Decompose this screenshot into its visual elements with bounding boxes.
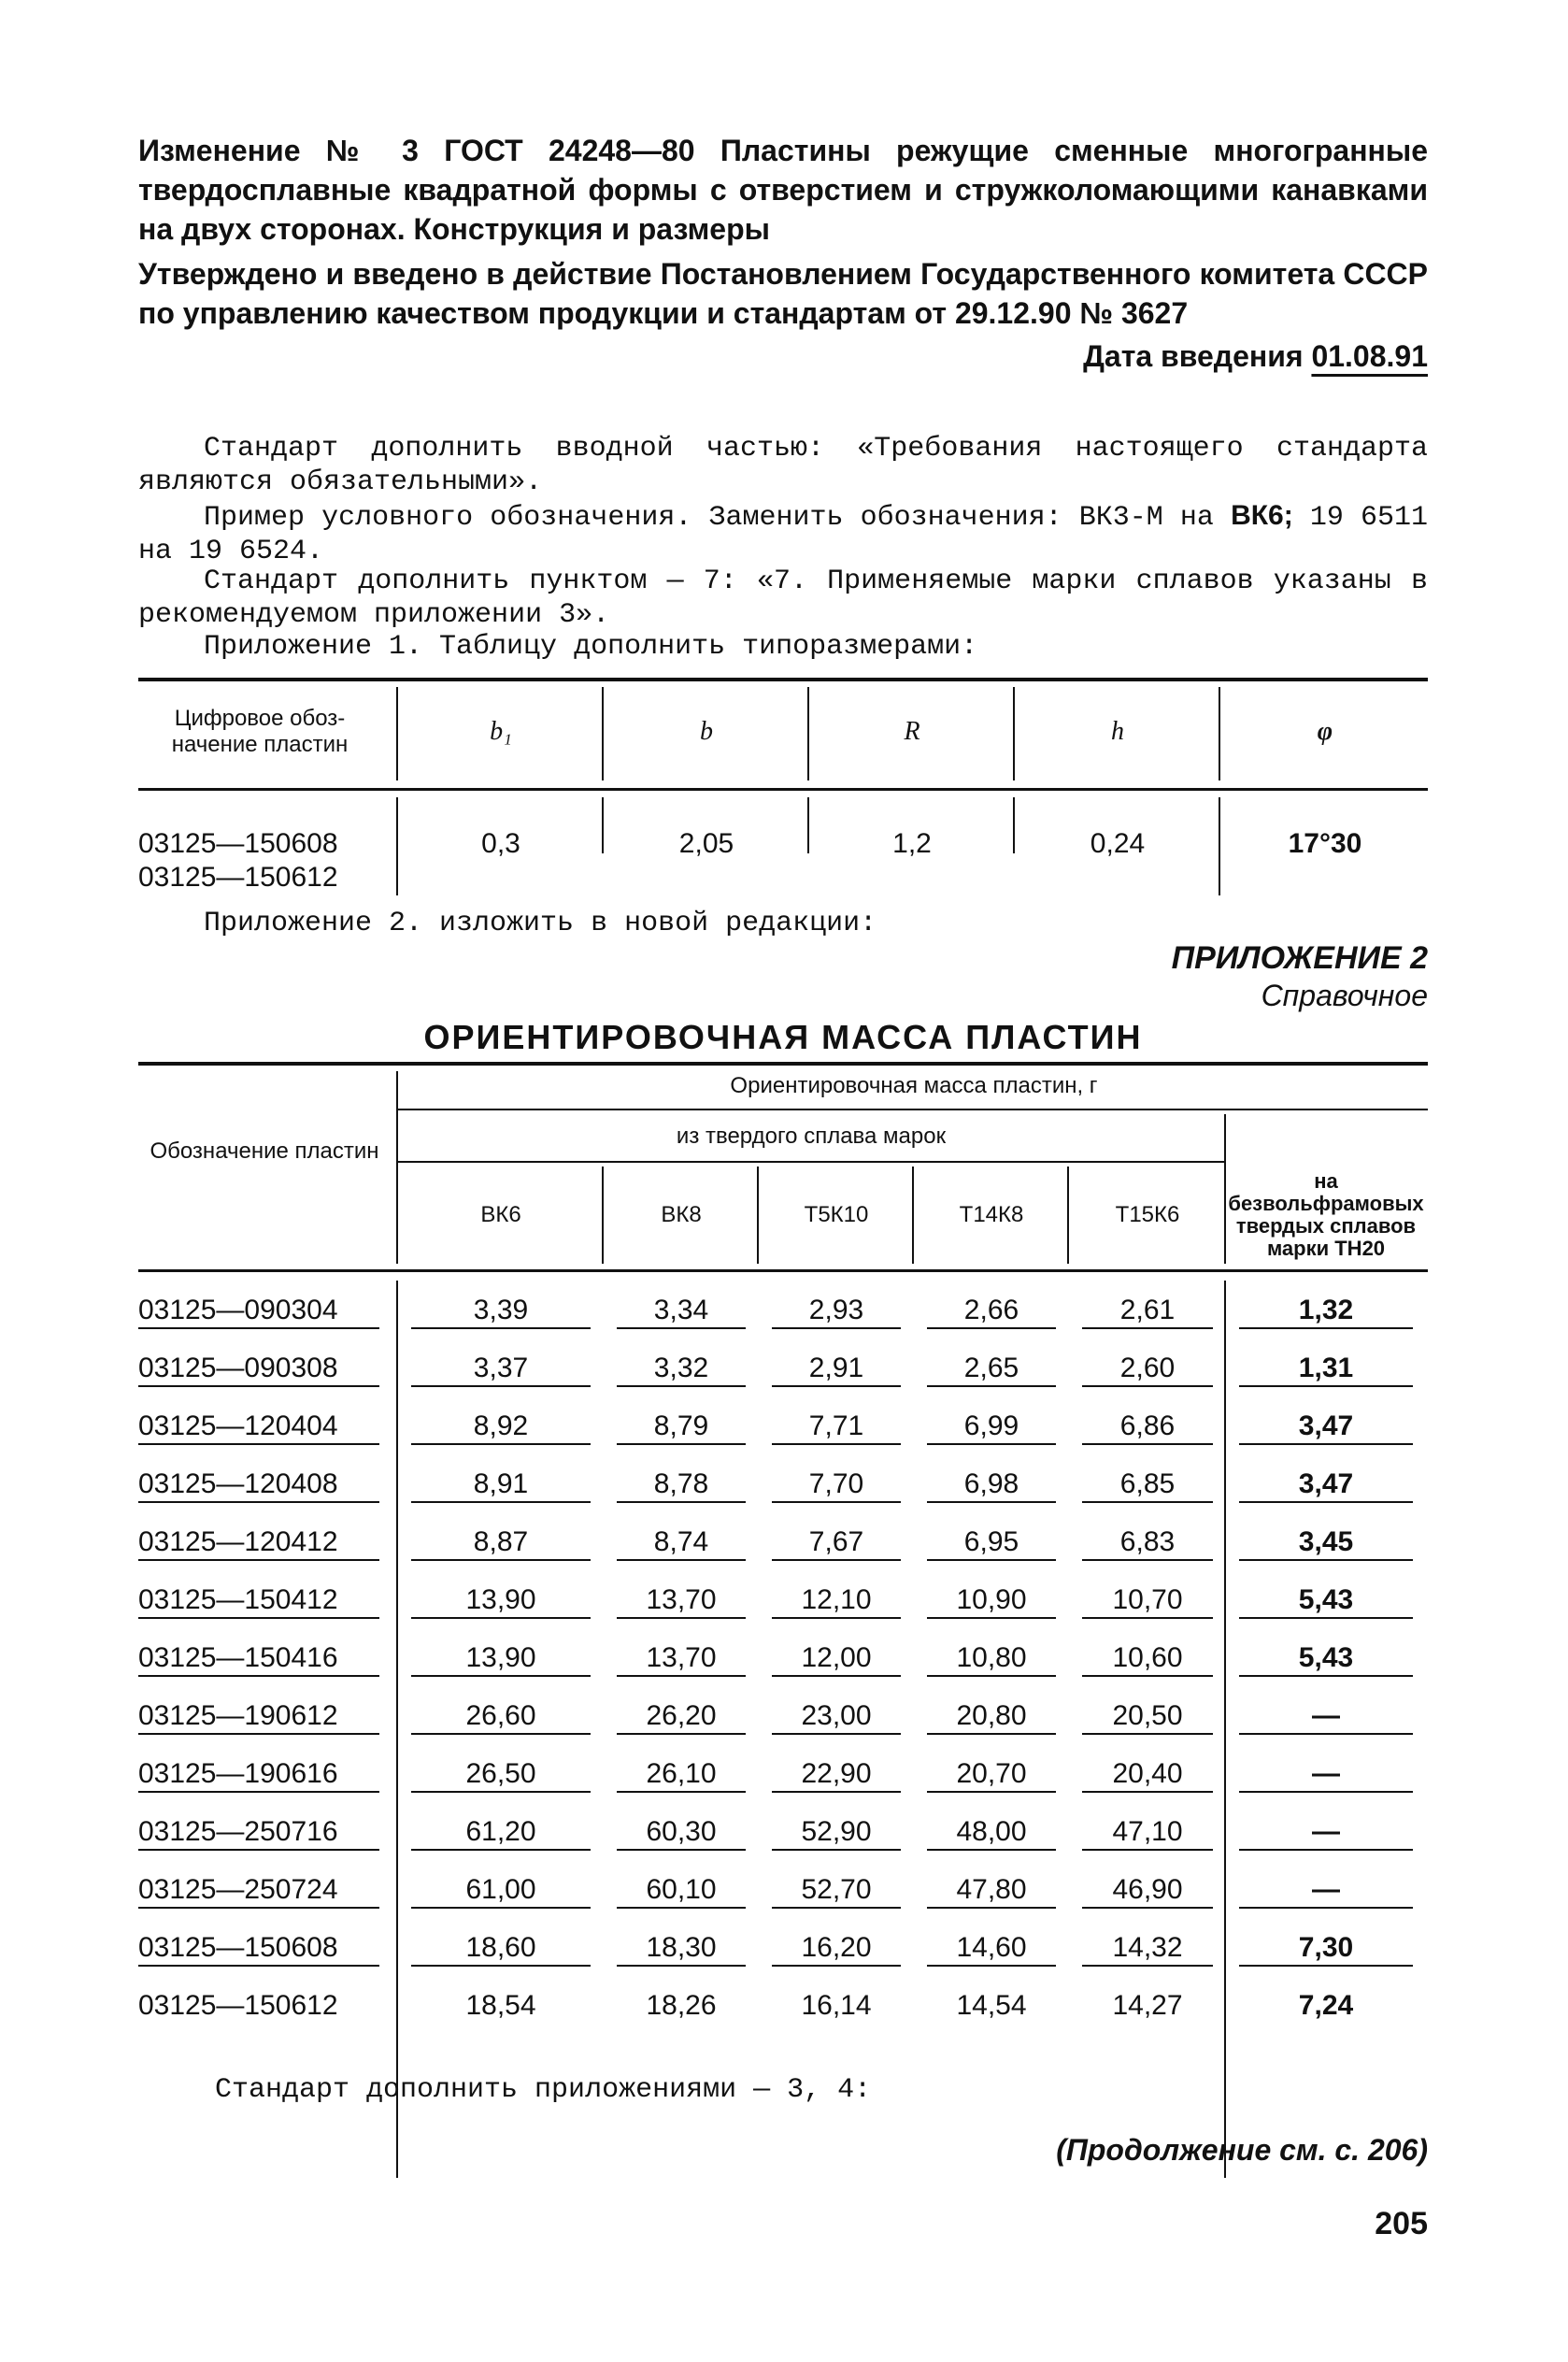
row-designation: 03125—120404 [138, 1410, 338, 1441]
cell-underline [1239, 1965, 1413, 1967]
column-divider [1224, 1281, 1226, 2178]
appendix-label [1172, 939, 1428, 1014]
header-t15k6: Т15К6 [1115, 1202, 1180, 1227]
paragraph-appendix2-text: Приложение 2. изложить в новой редакции: [204, 908, 877, 939]
paragraph-intro [138, 432, 1428, 499]
column-divider [1224, 1114, 1226, 1264]
column-divider [1013, 687, 1015, 780]
row-value: 18,26 [646, 1990, 717, 2021]
header-r: R [904, 717, 920, 746]
row-value: 20,70 [956, 1758, 1027, 1789]
cell-underline [1239, 1327, 1413, 1329]
row-value: 7,24 [1298, 1990, 1354, 2021]
header-tn20: на безвольфрамовых твердых сплавов марки ТН20 [1228, 1169, 1424, 1260]
row-value: 14,32 [1112, 1932, 1183, 1963]
cell-underline [1239, 1907, 1413, 1909]
cell-underline [927, 1965, 1056, 1967]
row-underline [138, 1617, 379, 1619]
row-designation: 03125—150612 [138, 1990, 338, 2021]
column-divider [602, 687, 604, 780]
paragraph-appendix1 [138, 630, 1428, 664]
row-value: 20,40 [1112, 1758, 1183, 1789]
row-value: — [1312, 1816, 1340, 1847]
cell-underline [1082, 1617, 1213, 1619]
row-value: 2,91 [808, 1353, 864, 1383]
row-value: 26,20 [646, 1700, 717, 1731]
column-divider [396, 1281, 398, 2178]
header-phi: φ [1317, 717, 1333, 746]
row-value: 7,71 [808, 1410, 864, 1441]
row-underline [138, 1675, 379, 1677]
row-value: — [1312, 1700, 1340, 1731]
header-mass-group: Ориентировочная масса пластин, г [730, 1073, 1098, 1098]
appendix-type: Справочное [1261, 979, 1428, 1012]
table-rule [396, 1109, 1428, 1110]
paragraph-example-text-b: ВК6; [1231, 500, 1293, 531]
row-value: 6,86 [1119, 1410, 1176, 1441]
row-value: 18,30 [646, 1932, 717, 1963]
cell-underline [927, 1849, 1056, 1851]
paragraph-appendices: Стандарт дополнить приложениями — 3, 4: [215, 2074, 872, 2106]
paragraph-example-text-a: Пример условного обозначения. Заменить обозначения: ВК3-М на [204, 502, 1232, 534]
row-value: 14,60 [956, 1932, 1027, 1963]
cell-underline [1239, 1443, 1413, 1445]
page-number: 205 [1375, 2206, 1428, 2241]
row-value: 8,79 [653, 1410, 709, 1441]
cell-underline [1082, 1791, 1213, 1793]
row-value: 22,90 [801, 1758, 872, 1789]
cell-underline [1082, 1965, 1213, 1967]
cell-underline [617, 1327, 746, 1329]
row-value: 52,70 [801, 1874, 872, 1905]
cell-underline [617, 1385, 746, 1387]
column-divider [807, 687, 809, 780]
header-h: h [1111, 717, 1124, 746]
cell-underline [927, 1443, 1056, 1445]
row-underline [138, 1443, 379, 1445]
cell-underline [411, 1907, 591, 1909]
row-value: 13,70 [646, 1642, 717, 1673]
row-value: 6,85 [1119, 1468, 1176, 1499]
row-value: 13,70 [646, 1584, 717, 1615]
row-value: 2,60 [1119, 1353, 1176, 1383]
cell-underline [772, 1849, 901, 1851]
row-value: 7,30 [1298, 1932, 1354, 1963]
row-value: 8,91 [473, 1468, 529, 1499]
row-underline [138, 1791, 379, 1793]
cell-underline [772, 1385, 901, 1387]
cell-underline [617, 1559, 746, 1561]
row-designation: 03125—250716 [138, 1816, 338, 1847]
cell-underline [411, 1501, 591, 1503]
appendix-number: ПРИЛОЖЕНИЕ 2 [1171, 940, 1428, 976]
effective-date-label: Дата введения [1083, 339, 1304, 373]
cell-underline [1082, 1733, 1213, 1735]
row-designation: 03125—150412 [138, 1584, 338, 1615]
cell-underline [1239, 1617, 1413, 1619]
row-value: 16,20 [801, 1932, 872, 1963]
table1-phi-value: 17°30 [1288, 828, 1362, 859]
cell-underline [772, 1559, 901, 1561]
row-designation: 03125—090308 [138, 1353, 338, 1383]
header-t14k8: Т14К8 [959, 1202, 1024, 1227]
row-value: 60,30 [646, 1816, 717, 1847]
effective-date-value: 01.08.91 [1311, 339, 1428, 373]
paragraph-item7 [138, 565, 1428, 632]
table1-h-value: 0,24 [1090, 828, 1146, 859]
cell-underline [772, 1501, 901, 1503]
cell-underline [772, 1907, 901, 1909]
cell-underline [617, 1501, 746, 1503]
row-designation: 03125—190616 [138, 1758, 338, 1789]
cell-underline [1239, 1733, 1413, 1735]
row-value: 60,10 [646, 1874, 717, 1905]
cell-underline [927, 1385, 1056, 1387]
cell-underline [617, 1617, 746, 1619]
cell-underline [617, 1849, 746, 1851]
row-value: 26,10 [646, 1758, 717, 1789]
cell-underline [617, 1733, 746, 1735]
row-value: 47,80 [956, 1874, 1027, 1905]
cell-underline [927, 1559, 1056, 1561]
paragraph-appendix2 [138, 907, 1428, 940]
cell-underline [1082, 1501, 1213, 1503]
cell-underline [1239, 1501, 1413, 1503]
cell-underline [1239, 1791, 1413, 1793]
row-value: 8,92 [473, 1410, 529, 1441]
cell-underline [1082, 1849, 1213, 1851]
cell-underline [411, 1733, 591, 1735]
cell-underline [927, 1617, 1056, 1619]
cell-underline [772, 1965, 901, 1967]
row-underline [138, 1385, 379, 1387]
row-designation: 03125—250724 [138, 1874, 338, 1905]
row-value: 48,00 [956, 1816, 1027, 1847]
column-divider [1067, 1167, 1069, 1264]
table1-r-value: 1,2 [892, 828, 932, 859]
row-value: 26,50 [465, 1758, 536, 1789]
paragraph-intro-text: Стандарт дополнить вводной частью: «Требования настоящего стандарта являются обязательными». [138, 433, 1428, 498]
row-value: 14,54 [956, 1990, 1027, 2021]
row-value: 13,90 [465, 1642, 536, 1673]
row-underline [138, 1327, 379, 1329]
row-designation: 03125—150416 [138, 1642, 338, 1673]
row-value: 10,60 [1112, 1642, 1183, 1673]
row-value: 47,10 [1112, 1816, 1183, 1847]
cell-underline [617, 1675, 746, 1677]
column-divider [1219, 687, 1220, 780]
table-rule [138, 678, 1428, 681]
row-value: 23,00 [801, 1700, 872, 1731]
row-value: 10,70 [1112, 1584, 1183, 1615]
cell-underline [927, 1791, 1056, 1793]
cell-underline [411, 1443, 591, 1445]
cell-underline [1082, 1907, 1213, 1909]
row-value: 26,60 [465, 1700, 536, 1731]
row-value: 16,14 [801, 1990, 872, 2021]
cell-underline [411, 1559, 591, 1561]
cell-underline [411, 1617, 591, 1619]
row-value: 1,31 [1298, 1353, 1354, 1383]
cell-underline [411, 1675, 591, 1677]
row-value: 12,00 [801, 1642, 872, 1673]
row-value: 5,43 [1298, 1584, 1354, 1615]
header-t5k10: Т5К10 [804, 1202, 869, 1227]
row-value: — [1312, 1874, 1340, 1905]
cell-underline [1239, 1849, 1413, 1851]
row-value: 5,43 [1298, 1642, 1354, 1673]
row-value: 8,87 [473, 1526, 529, 1557]
row-value: 3,32 [653, 1353, 709, 1383]
cell-underline [1239, 1559, 1413, 1561]
cell-underline [411, 1849, 591, 1851]
cell-underline [1082, 1327, 1213, 1329]
cell-underline [1239, 1385, 1413, 1387]
cell-underline [772, 1617, 901, 1619]
header-vk6: ВК6 [480, 1202, 521, 1227]
cell-underline [927, 1733, 1056, 1735]
row-value: 2,93 [808, 1295, 864, 1325]
cell-underline [772, 1327, 901, 1329]
row-underline [138, 1559, 379, 1561]
row-underline [138, 1907, 379, 1909]
column-divider [757, 1167, 759, 1264]
column-divider [602, 797, 604, 853]
row-underline [138, 1849, 379, 1851]
row-designation: 03125—120408 [138, 1468, 338, 1499]
row-value: 61,20 [465, 1816, 536, 1847]
row-value: 13,90 [465, 1584, 536, 1615]
cell-underline [411, 1327, 591, 1329]
row-value: 14,27 [1112, 1990, 1183, 2021]
row-value: 18,54 [465, 1990, 536, 2021]
column-divider [396, 687, 398, 780]
row-value: 20,50 [1112, 1700, 1183, 1731]
row-value: 6,99 [963, 1410, 1019, 1441]
row-value: 3,39 [473, 1295, 529, 1325]
row-value: 46,90 [1112, 1874, 1183, 1905]
row-value: 52,90 [801, 1816, 872, 1847]
cell-underline [772, 1675, 901, 1677]
column-divider [396, 1071, 398, 1264]
row-designation: 03125—150608 [138, 1932, 338, 1963]
cell-underline [1082, 1675, 1213, 1677]
cell-underline [411, 1965, 591, 1967]
row-value: — [1312, 1758, 1340, 1789]
cell-underline [617, 1791, 746, 1793]
table-rule [138, 788, 1428, 791]
row-value: 3,45 [1298, 1526, 1354, 1557]
header-vk8: ВК8 [661, 1202, 702, 1227]
paragraph-item7-text: Стандарт дополнить пунктом — 7: «7. Применяемые марки сплавов указаны в рекомендуемом приложении 3». [138, 565, 1428, 631]
continuation-note: (Продолжение см. с. 206) [1056, 2133, 1428, 2167]
row-value: 7,70 [808, 1468, 864, 1499]
row-value: 2,65 [963, 1353, 1019, 1383]
header-designation: Обозначение пластин [150, 1138, 379, 1164]
column-divider [396, 797, 398, 895]
amendment-title: Изменение № 3 ГОСТ 24248—80 Пластины режущие сменные многогранные твердосплавные квадратной формы с отверстием и стружколомающими канавками на двух сторонах. Конструкция и размеры [138, 134, 1428, 246]
table-rule [396, 1161, 1224, 1163]
row-value: 61,00 [465, 1874, 536, 1905]
cell-underline [772, 1733, 901, 1735]
column-divider [602, 1167, 604, 1264]
paragraph-example-text-c: 19 6511 на 19 6524. [138, 502, 1428, 567]
row-value: 1,32 [1298, 1295, 1354, 1325]
cell-underline [617, 1443, 746, 1445]
row-value: 10,80 [956, 1642, 1027, 1673]
row-designation: 03125—120412 [138, 1526, 338, 1557]
effective-date [1083, 336, 1428, 376]
table-rule [138, 1269, 1428, 1272]
cell-underline [1082, 1443, 1213, 1445]
column-divider [807, 797, 809, 853]
cell-underline [411, 1385, 591, 1387]
row-value: 8,74 [653, 1526, 709, 1557]
approval-statement: Утверждено и введено в действие Постановлением Государственного комитета СССР по управлению качеством продукции и стандартам от 29.12.90 № 3627 [138, 257, 1428, 330]
row-value: 8,78 [653, 1468, 709, 1499]
row-value: 2,66 [963, 1295, 1019, 1325]
cell-underline [411, 1791, 591, 1793]
row-value: 6,98 [963, 1468, 1019, 1499]
column-divider [1013, 797, 1015, 853]
cell-underline [927, 1907, 1056, 1909]
table1-code: 03125—150612 [138, 862, 338, 893]
table1-b-value: 2,05 [678, 828, 734, 859]
table1-b1-value: 0,3 [481, 828, 520, 859]
header-b1: b₁ [490, 717, 512, 746]
row-value: 3,34 [653, 1295, 709, 1325]
column-divider [912, 1167, 914, 1264]
header-designation: Цифровое обоз-начение пластин [171, 706, 349, 757]
row-value: 10,90 [956, 1584, 1027, 1615]
row-value: 6,83 [1119, 1526, 1176, 1557]
cell-underline [1082, 1559, 1213, 1561]
header-b: b [700, 717, 713, 746]
cell-underline [927, 1327, 1056, 1329]
row-value: 2,61 [1119, 1295, 1176, 1325]
row-underline [138, 1733, 379, 1735]
header-alloy-group: из твердого сплава марок [676, 1124, 947, 1149]
row-value: 18,60 [465, 1932, 536, 1963]
row-underline [138, 1501, 379, 1503]
row-value: 20,80 [956, 1700, 1027, 1731]
row-underline [138, 1965, 379, 1967]
cell-underline [617, 1965, 746, 1967]
paragraph-appendix1-text: Приложение 1. Таблицу дополнить типоразмерами: [204, 631, 978, 663]
row-value: 3,47 [1298, 1410, 1354, 1441]
row-value: 12,10 [801, 1584, 872, 1615]
cell-underline [1239, 1675, 1413, 1677]
cell-underline [617, 1907, 746, 1909]
cell-underline [772, 1443, 901, 1445]
row-designation: 03125—090304 [138, 1295, 338, 1325]
cell-underline [772, 1791, 901, 1793]
table-rule [138, 1062, 1428, 1066]
row-value: 3,37 [473, 1353, 529, 1383]
row-value: 3,47 [1298, 1468, 1354, 1499]
column-divider [1219, 797, 1220, 895]
row-value: 7,67 [808, 1526, 864, 1557]
cell-underline [927, 1675, 1056, 1677]
cell-underline [927, 1501, 1056, 1503]
table1-code: 03125—150608 [138, 828, 338, 859]
paragraph-example [138, 499, 1428, 568]
row-designation: 03125—190612 [138, 1700, 338, 1731]
table-title: ОРИЕНТИРОВОЧНАЯ МАССА ПЛАСТИН [423, 1018, 1143, 1056]
row-value: 6,95 [963, 1526, 1019, 1557]
cell-underline [1082, 1385, 1213, 1387]
